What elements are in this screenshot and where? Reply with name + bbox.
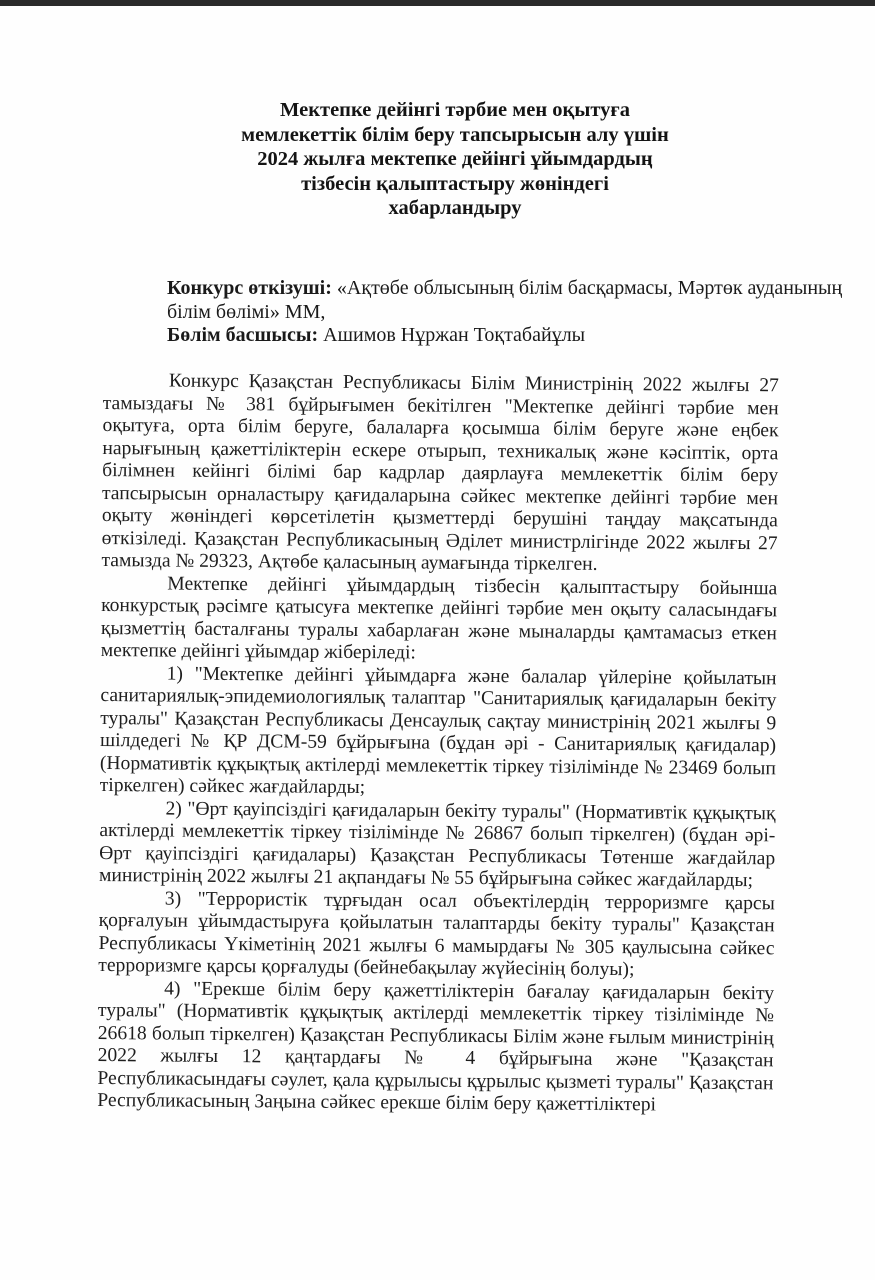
- title-line: 2024 жылға мектепке дейінгі ұйымдардың: [257, 148, 653, 170]
- title-line: тізбесін қалыптастыру жөніндегі: [301, 172, 609, 195]
- organizer-line: [167, 277, 857, 324]
- paragraph: Мектепке дейінгі ұйымдардың тізбесін қалыптастыру бойынша конкурстық рәсімге қатысуға мектепке дейінгі тәрбие мен оқыту саласындағы қызметтің басталғаны туралы хабарлаған және мыналарды қамтамасыз еткен мектепке дейінгі ұйымдар жіберіледі:: [100, 573, 778, 664]
- document-meta: [167, 277, 857, 348]
- paragraph: Конкурс Қазақстан Республикасы Білім Министрінің 2022 жылғы 27 тамыздағы № 381 бұйрығымен бекітілген "Мектепке дейінгі тәрбие мен оқытуға, орта білім беруге, балаларға қосымша білім беруге және еңбек нарығының қажеттіліктерін ескере отырып, техникалық және кәсіптік, орта білімнен кейінгі білімі бар кадрлар даярлауға мемлекеттік білім беру тапсырысын орналастыру қағидаларына сәйкес мектепке дейінгі тәрбие мен оқыту жөніндегі көрсетілетін қызметтерді берушіні таңдау мақсатында өткізіледі. Қазақстан Республикасының Әділет министрлігінде 2022 жылғы 27 тамызда № 29323, Ақтөбе қаласының аумағында тіркелген.: [101, 370, 779, 575]
- list-item: 3) "Террористік тұрғыдан осал объектілердің терроризмге қарсы қорғалуын ұйымдастыруға қойылатын талаптарды бекіту туралы" Қазақстан Республикасы Үкіметінің 2021 жылғы 6 мамырдағы № 305 қаулысына сәйкес терроризмге қарсы қорғалуды (бейнебақылау жүйесінің болуы);: [98, 888, 775, 981]
- title-line: мемлекеттік білім беру тапсырысын алу үшін: [241, 123, 669, 146]
- list-item: 1) "Мектепке дейінгі ұйымдарға және балалар үйлеріне қойылатын санитариялық-эпидемиологиялық талаптар "Санитариялық қағидаларын бекіту туралы" Қазақстан Республикасы Денсаулық сақтау министрінің 2021 жылғы 9 шілдедегі № ҚР ДСМ-59 бұйрығына (бұдан әрі - Санитариялық қағидалар) (Нормативтік құқықтық актілерді мемлекеттік тіркеу тізілімінде № 23469 болып тіркелген) сәйкес жағдайларды;: [99, 663, 777, 799]
- list-item: 4) "Ерекше білім беру қажеттіліктерін бағалау қағидаларын бекіту туралы" (Нормативтік құқықтық актілерді мемлекеттік тіркеу тізілімінде № 26618 болып тіркелген) Қазақстан Республикасы Білім және ғылым министрінің 2022 жылғы 12 қаңтардағы № 4 бұйрығына және "Қазақстан Республикасындағы сәулет, қала құрылысы құрылыс қызметі туралы" Қазақстан Республикасының Заңына сәйкес ерекше білім беру қажеттіліктері: [97, 977, 775, 1116]
- organizer-value: «Ақтөбе облысының білім басқармасы, Мәртөк ауданының білім бөлімі» ММ,: [167, 277, 843, 323]
- organizer-label: Конкурс өткізуші:: [167, 277, 332, 299]
- title-line: хабарландыру: [388, 197, 522, 219]
- document-body: [97, 370, 779, 1118]
- title-line: Мектепке дейінгі тәрбие мен оқытуға: [280, 99, 630, 121]
- head-label: Бөлім басшысы:: [167, 324, 319, 346]
- head-line: [167, 324, 857, 348]
- top-bar: [0, 0, 875, 6]
- head-value: Ашимов Нұржан Тоқтабайұлы: [323, 324, 586, 346]
- document-title: [150, 98, 760, 221]
- list-item: 2) "Өрт қауіпсіздігі қағидаларын бекіту туралы" (Нормативтік құқықтық актілерді мемлекеттік тіркеу тізілімінде № 26867 болып тіркелген) (бұдан әрі-Өрт қауіпсіздігі қағидалары) Қазақстан Республикасы Төтенше жағдайлар министрінің 2022 жылғы 21 ақпандағы № 55 бұйрығына сәйкес жағдайларды;: [98, 798, 776, 892]
